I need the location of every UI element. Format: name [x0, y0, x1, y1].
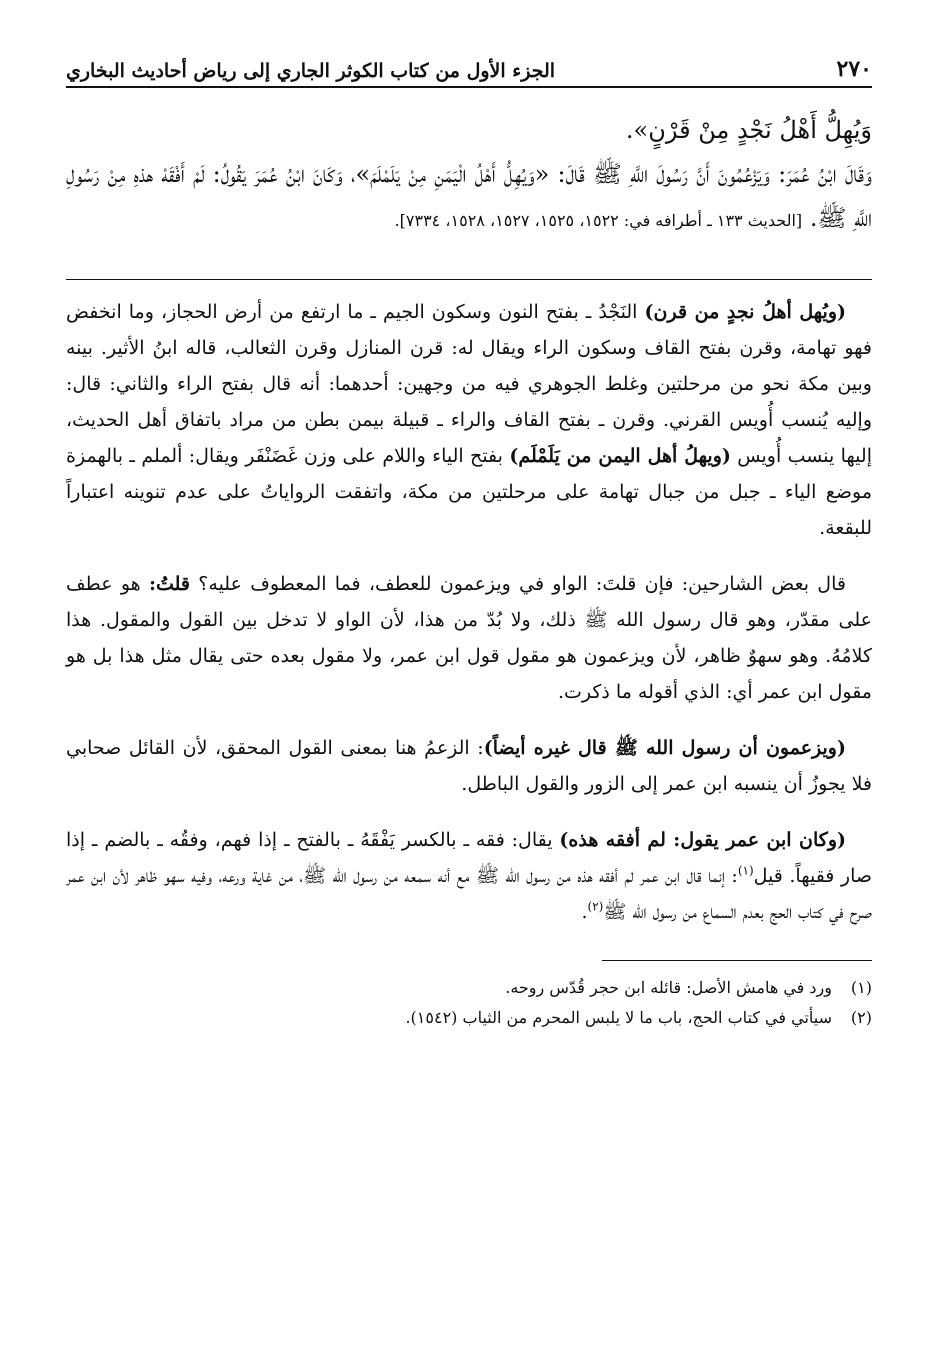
- running-title: الجزء الأول من كتاب الكوثر الجاري إلى رياض أحاديث البخاري: [66, 60, 556, 82]
- footnote-1: [66, 973, 872, 1003]
- commentary-text: : الزعمُ هنا بمعنى القول المحقق، لأن القائل صحابي فلا يجوزُ أن ينسبه ابن عمر إلى الزور والقول الباطل.: [66, 737, 872, 795]
- commentary-text: النَجْدُ ـ بفتح النون وسكون الجيم ـ ما ارتفع من أرض الحجاز، وما انخفض فهو تهامة، وقرن بفتح القاف وسكون الراء ويقال له: قرن المنازل وقرن الثعالب، قاله ابنُ الأثير. بينه وبين مكة نحو من مرحلتين وغلط الجوهري فيه من وجهين: أحدهما: أنه قال بفتح الراء والثاني: قال: وإليه يُنسب أُويس القرني. وقرن ـ بفتح القاف والراء ـ قبيلة بيمن بطن من مراد باتفاق أهل الحديث، إليها ينسب أُويس: [66, 301, 872, 467]
- commentary-paragraph-4: [66, 822, 872, 930]
- commentary-text: يقال: فقه ـ بالكسر يَفْقَهُ ـ بالفتح ـ إذا فهم، وفقُه ـ بالضم ـ إذا صار فقيهاً. قيل: [66, 829, 872, 887]
- footnotes: [66, 973, 872, 1033]
- commentary-text: : إنما قال ابن عمر لم أفقه هذه من رسول الله ﷺ مع أنه سمعه من رسول الله ﷺ، من غاية ورعه، وفيه سهو ظاهر لأن ابن عمر صرح في كتاب الحج بعدم السماع من رسول الله ﷺ: [66, 865, 872, 923]
- footnote-2: [66, 1003, 872, 1033]
- commentary-text: بفتح الياء واللام على وزن غَضَنْفَر ويقال: ألملم ـ بالهمزة موضع الياء ـ جبل من جبال تهامة على مرحلتين من مكة، واتفقت الرواياتُ على عدم تنوينه اعتباراً للبقعة.: [66, 445, 872, 539]
- commentary: [66, 294, 872, 930]
- commentary-paragraph-1: [66, 294, 872, 546]
- commentary-paragraph-2: [66, 566, 872, 710]
- hadith-text: [66, 108, 872, 243]
- lemma-yamlam: (ويهلُ أهل اليمن من يَلَمْلَم): [509, 445, 731, 467]
- lemma-yazumun: (ويزعمون أن رسول الله ﷺ قال غيره أيضاً): [483, 737, 846, 759]
- lemma-najd: (ويُهل أهلُ نجدٍ من قرن): [644, 301, 846, 323]
- hadith-line-end: وَيُهِلُّ أَهْلُ نَجْدٍ مِنْ قَرْنٍ».: [625, 116, 872, 144]
- hadith-references: [الحديث ١٣٣ ـ أطرافه في: ١٥٢٢، ١٥٢٥، ١٥٢٧، ١٥٢٨، ٧٣٣٤].: [394, 211, 803, 230]
- commentary-text: .: [581, 901, 588, 923]
- lemma-lam-afqah: (وكان ابن عمر يقول: لم أفقه هذه): [559, 829, 846, 851]
- hadith-paragraph: [66, 152, 872, 243]
- section-divider: [66, 279, 872, 280]
- footnote-number: (١): [850, 978, 872, 997]
- footnote-number: (٢): [850, 1008, 872, 1027]
- footnote-text: ورد في هامش الأصل: قائله ابن حجر قُدّس روحه.: [505, 978, 832, 997]
- footnote-rule: [602, 960, 872, 961]
- commentary-text: هو عطف على مقدّر، وهو قال رسول الله ﷺ ذلك، ولا بُدّ من هذا، لأن الواو لا تدخل بين القول والمقول. هذا كلامُهُ. وهو سهوٌ ظاهر، لأن ويزعمون هو مقول قول ابن عمر، ولا مقول بعده حتى يقال مثل هذا بل هو مقول ابن عمر أي: الذي أقوله ما ذكرت.: [66, 573, 872, 703]
- footnote-text: سيأتي في كتاب الحج، باب ما لا يلبس المحرم من الثياب (١٥٤٢).: [405, 1008, 832, 1027]
- page-number: ٢٧٠: [836, 56, 872, 82]
- page-header: [66, 40, 872, 88]
- commentary-text: قال بعض الشارحين: فإن قلتَ: الواو في ويزعمون للعطف، فما المعطوف عليه؟: [198, 573, 846, 595]
- book-page: [66, 40, 872, 1033]
- hadith-body: وَقَالَ ابْنُ عُمَرَ: وَيَزْعُمُونَ أَنَّ رَسُولَ اللَّهِ ﷺ قَالَ: «وَيُهِلُّ أَهْلُ الْيَمَنِ مِنْ يَلَمْلَمَ»، وَكَانَ ابْنُ عُمَرَ يَقُولُ: لَمْ أَفْقَهْ هذهِ مِنْ رَسُولِ اللَّهِ ﷺ.: [66, 160, 872, 232]
- commentary-paragraph-3: [66, 730, 872, 802]
- lemma-qultu: قلتُ:: [148, 573, 191, 595]
- footnote-marker-1[interactable]: (١): [737, 863, 754, 878]
- footnote-marker-2[interactable]: (٢): [587, 899, 604, 914]
